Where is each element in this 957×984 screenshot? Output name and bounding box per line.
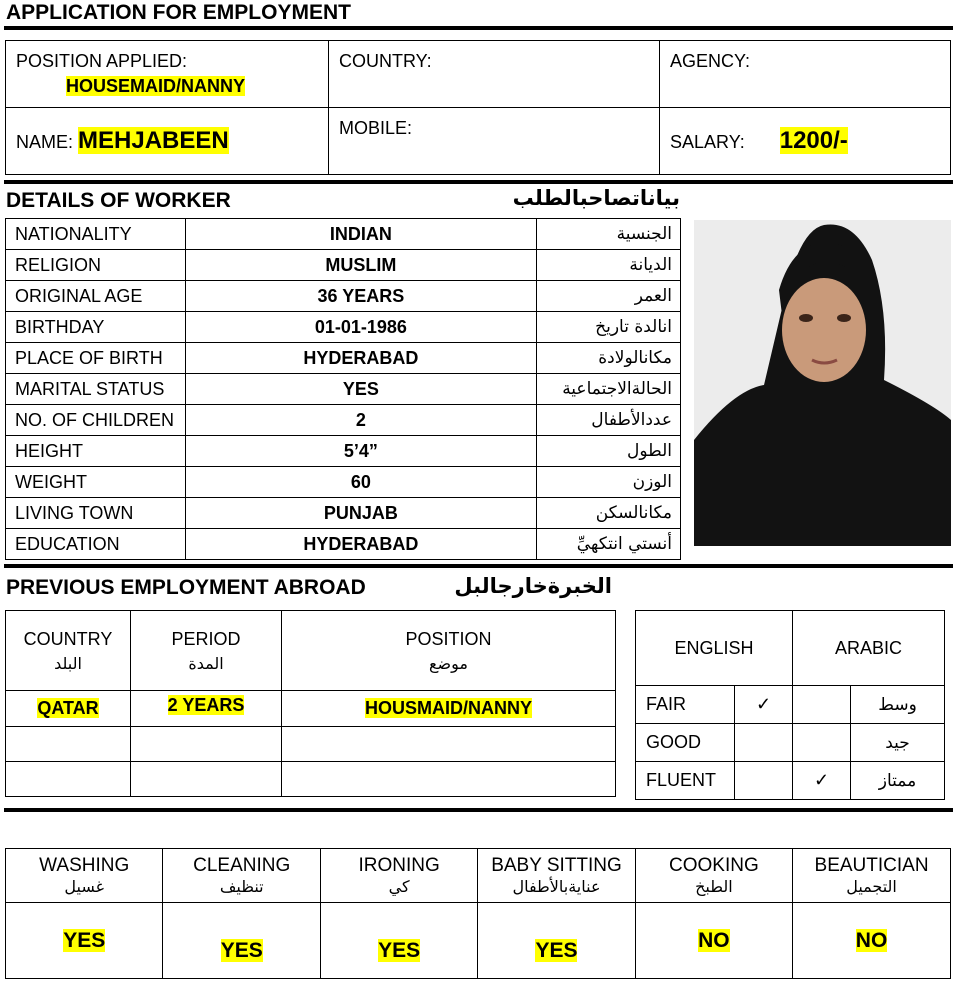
table-row: [6, 281, 681, 312]
name-value: MEHJABEEN: [78, 127, 229, 154]
arabic-check: [793, 686, 851, 724]
previous-table: [5, 610, 616, 797]
skill-header: [6, 849, 163, 903]
skill-header: [478, 849, 635, 903]
skill-ar: عنايةبالأطفال: [512, 877, 601, 896]
detail-label: MARITAL STATUS: [6, 374, 186, 405]
detail-label-ar: عددالأطفال: [536, 405, 680, 436]
position-value: HOUSEMAID/NANNY: [66, 76, 246, 96]
detail-value: HYDERABAD: [186, 529, 537, 560]
table-row: [6, 405, 681, 436]
detail-label: PLACE OF BIRTH: [6, 343, 186, 374]
table-row: [6, 312, 681, 343]
skill-ar: الطبخ: [695, 877, 733, 896]
detail-label: BIRTHDAY: [6, 312, 186, 343]
detail-label: NO. OF CHILDREN: [6, 405, 186, 436]
details-title-ar: بياناتصاحبالطلب: [512, 186, 680, 210]
skill-en: BABY SITTING: [491, 855, 622, 876]
skill-en: WASHING: [39, 855, 130, 876]
level-ar: جيد: [851, 724, 945, 762]
table-row: [6, 219, 681, 250]
details-title: DETAILS OF WORKER: [6, 189, 231, 212]
applicant-photo: [694, 220, 951, 546]
level-en: GOOD: [636, 724, 735, 762]
skill-header: [163, 849, 321, 903]
divider: [4, 180, 953, 184]
col-period-ar: المدة: [188, 653, 224, 673]
detail-label-ar: الحالةالاجتماعية: [536, 374, 680, 405]
table-row: [6, 374, 681, 405]
divider: [4, 808, 953, 812]
detail-label: LIVING TOWN: [6, 498, 186, 529]
arabic-check: [793, 724, 851, 762]
skill-value: YES: [63, 928, 106, 952]
skill-value: NO: [855, 928, 888, 952]
arabic-check: ✓: [793, 762, 851, 800]
detail-label-ar: مكانالسكن: [536, 498, 680, 529]
skill-header: [321, 849, 478, 903]
salary-value: 1200/-: [779, 127, 848, 154]
skill-en: COOKING: [669, 855, 759, 876]
detail-value: PUNJAB: [186, 498, 537, 529]
detail-label-ar: الجنسية: [536, 219, 680, 250]
english-check: [735, 762, 793, 800]
detail-value: MUSLIM: [186, 250, 537, 281]
col-country-en: COUNTRY: [23, 628, 113, 649]
skill-value-cell: [478, 903, 635, 979]
prev-period: 2 YEARS: [167, 695, 245, 715]
detail-label: ORIGINAL AGE: [6, 281, 186, 312]
level-en: FLUENT: [636, 762, 735, 800]
detail-label: HEIGHT: [6, 436, 186, 467]
agency-cell: [660, 41, 951, 108]
detail-label-ar: مكانالولادة: [536, 343, 680, 374]
divider: [4, 564, 953, 568]
skill-ar: تنظيف: [219, 877, 264, 896]
detail-value: 5’4”: [186, 436, 537, 467]
skill-value: NO: [698, 928, 730, 952]
detail-value: 60: [186, 467, 537, 498]
arabic-header: ARABIC: [793, 611, 945, 686]
detail-value: HYDERABAD: [186, 343, 537, 374]
table-row: [6, 467, 681, 498]
english-header: ENGLISH: [636, 611, 793, 686]
country-label: COUNTRY:: [339, 51, 432, 71]
detail-value: 2: [186, 405, 537, 436]
previous-title-ar: الخبرةخارجالبل: [454, 574, 612, 598]
detail-value: 36 YEARS: [186, 281, 537, 312]
english-check: [735, 724, 793, 762]
col-country-ar: البلد: [54, 653, 82, 673]
detail-label-ar: الطول: [536, 436, 680, 467]
skill-ar: كي: [388, 877, 410, 896]
skill-en: BEAUTICIAN: [814, 855, 929, 876]
detail-value: 01-01-1986: [186, 312, 537, 343]
skill-value-cell: [6, 903, 163, 979]
page-title: APPLICATION FOR EMPLOYMENT: [6, 1, 351, 24]
position-label: POSITION APPLIED:: [16, 51, 188, 71]
level-en: FAIR: [636, 686, 735, 724]
table-row: [636, 762, 945, 800]
skills-table: [5, 848, 951, 979]
skill-value: YES: [378, 938, 421, 962]
level-ar: وسط: [851, 686, 945, 724]
salary-label: SALARY:: [670, 132, 745, 152]
skill-value-cell: [793, 903, 951, 979]
table-row: [6, 343, 681, 374]
table-row: [6, 436, 681, 467]
english-check: ✓: [735, 686, 793, 724]
previous-title: PREVIOUS EMPLOYMENT ABROAD: [6, 576, 366, 599]
detail-label: WEIGHT: [6, 467, 186, 498]
detail-label: NATIONALITY: [6, 219, 186, 250]
mobile-cell: [329, 108, 660, 175]
col-period-header: [131, 611, 282, 691]
name-label: NAME:: [16, 132, 74, 152]
salary-cell: [660, 108, 951, 175]
detail-label-ar: الوزن: [536, 467, 680, 498]
col-position-header: [282, 611, 616, 691]
col-period-en: PERIOD: [171, 628, 241, 649]
detail-label-ar: انالدة تاريخ: [536, 312, 680, 343]
skill-value-cell: [163, 903, 321, 979]
details-table: [5, 218, 681, 560]
detail-label-ar: العمر: [536, 281, 680, 312]
skill-en: CLEANING: [193, 855, 291, 876]
divider: [4, 26, 953, 30]
skill-value-cell: [635, 903, 792, 979]
detail-value: INDIAN: [186, 219, 537, 250]
table-row: [6, 691, 616, 727]
prev-position: HOUSMAID/NANNY: [364, 698, 532, 718]
skill-value: YES: [220, 938, 263, 962]
detail-value: YES: [186, 374, 537, 405]
level-ar: ممتاز: [851, 762, 945, 800]
table-row: [6, 727, 616, 762]
table-row: [6, 498, 681, 529]
language-table: [635, 610, 945, 800]
table-row: [6, 762, 616, 797]
country-cell: [329, 41, 660, 108]
detail-label-ar: الديانة: [536, 250, 680, 281]
agency-label: AGENCY:: [670, 51, 751, 71]
skill-ar: التجميل: [846, 877, 897, 896]
col-country-header: [6, 611, 131, 691]
detail-label: EDUCATION: [6, 529, 186, 560]
table-row: [636, 724, 945, 762]
skill-en: IRONING: [358, 855, 440, 876]
mobile-label: MOBILE:: [339, 118, 413, 138]
table-row: [6, 529, 681, 560]
detail-label-ar: أنستي انتكهيِّ: [536, 529, 680, 560]
detail-label: RELIGION: [6, 250, 186, 281]
skill-header: [635, 849, 792, 903]
skill-value: YES: [535, 938, 578, 962]
col-position-ar: موضع: [429, 653, 468, 673]
position-cell: [6, 41, 329, 108]
prev-country: QATAR: [37, 698, 99, 718]
skill-value-cell: [321, 903, 478, 979]
table-row: [6, 250, 681, 281]
skill-ar: غسيل: [64, 877, 105, 896]
table-row: [636, 686, 945, 724]
skill-header: [793, 849, 951, 903]
top-info-table: [5, 40, 951, 175]
name-cell: [6, 108, 329, 175]
col-position-en: POSITION: [405, 628, 492, 649]
